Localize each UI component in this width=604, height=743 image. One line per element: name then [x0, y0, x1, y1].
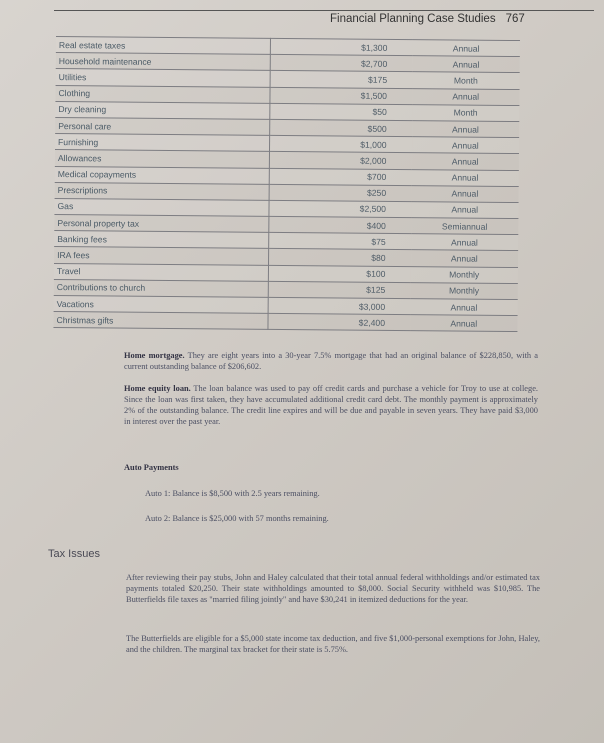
- expense-label: IRA fees: [54, 247, 269, 265]
- running-header: [330, 13, 525, 25]
- expense-amount: $250: [269, 184, 411, 201]
- expense-label: Medical copayments: [55, 166, 270, 184]
- mortgage-text: They are eight years into a 30-year 7.5% mortgage that had an original balance of $228,850, with a current outstanding balance of $206,602.: [124, 351, 538, 371]
- expense-amount: $2,700: [270, 55, 412, 72]
- expense-frequency: Annual: [411, 201, 519, 218]
- expense-label: Allowances: [55, 150, 270, 168]
- expense-amount: $75: [269, 233, 411, 250]
- expense-amount: $1,000: [269, 135, 411, 152]
- expense-amount: $175: [270, 71, 412, 88]
- expense-label: Christmas gifts: [53, 312, 268, 330]
- expense-label: Household maintenance: [56, 53, 271, 71]
- auto-heading-text: Auto Payments: [124, 463, 179, 472]
- expense-amount: $100: [268, 265, 410, 282]
- expense-amount: $1,500: [270, 87, 412, 104]
- tax-issues-heading: Tax Issues: [48, 548, 100, 560]
- page-number: 767: [505, 13, 525, 25]
- expense-table: [53, 36, 520, 332]
- expense-label: Personal care: [55, 117, 270, 135]
- expense-label: Clothing: [55, 85, 270, 103]
- auto2-line: Auto 2: Balance is $25,000 with 57 months remaining.: [145, 514, 329, 523]
- expense-amount: $2,500: [269, 200, 411, 217]
- expense-label: Real estate taxes: [56, 36, 271, 54]
- table-row: [53, 312, 517, 332]
- expense-amount: $50: [270, 103, 412, 120]
- auto-heading: [124, 462, 538, 473]
- equity-heading: Home equity loan.: [124, 384, 191, 393]
- expense-frequency: Annual: [411, 185, 519, 202]
- tax-paragraph-2: The Butterfields are eligible for a $5,000 state income tax deduction, and five $1,000-personal exemptions for John, Haley, and the children. The marginal tax bracket for their state is 5.75%.: [126, 634, 540, 654]
- equity-paragraph: [124, 383, 538, 427]
- running-title: Financial Planning Case Studies: [330, 13, 496, 25]
- expense-frequency: Month: [412, 72, 520, 89]
- expense-label: Gas: [54, 198, 269, 216]
- expense-label: Contributions to church: [54, 279, 269, 297]
- expense-frequency: Annual: [412, 40, 520, 57]
- expense-frequency: Annual: [412, 56, 520, 73]
- expense-label: Dry cleaning: [55, 101, 270, 119]
- expense-label: Travel: [54, 263, 269, 281]
- mortgage-heading: Home mortgage.: [124, 351, 185, 360]
- expense-amount: $400: [269, 216, 411, 233]
- expense-amount: $500: [270, 119, 412, 136]
- expense-frequency: Annual: [412, 121, 520, 138]
- expense-frequency: Annual: [411, 153, 519, 170]
- expense-frequency: Annual: [411, 137, 519, 154]
- expense-frequency: Monthly: [410, 266, 518, 283]
- auto1-line: Auto 1: Balance is $8,500 with 2.5 years remaining.: [145, 489, 320, 498]
- header-rule: [54, 10, 594, 11]
- expense-amount: $80: [268, 249, 410, 266]
- expense-label: Prescriptions: [55, 182, 270, 200]
- expense-frequency: Semiannual: [411, 218, 519, 235]
- tax-paragraph-1: After reviewing their pay stubs, John and Haley calculated that their total annual federal withholdings and/or estimated tax payments totaled $20,250. Their state withholdings amounted to $8,000. Social Security withheld was $10,985. The Butterfields file taxes as "married filing jointly" and have $30,241 in itemized deductions for the year.: [126, 573, 540, 604]
- expense-frequency: Annual: [410, 315, 518, 332]
- mortgage-paragraph: [124, 350, 538, 372]
- expense-amount: $2,400: [268, 314, 410, 331]
- expense-frequency: Annual: [412, 88, 520, 105]
- expense-amount: $3,000: [268, 297, 410, 314]
- expense-frequency: Annual: [410, 299, 518, 316]
- expense-frequency: Annual: [411, 250, 519, 267]
- expense-label: Furnishing: [55, 134, 270, 152]
- expense-amount: $125: [268, 281, 410, 298]
- expense-label: Personal property tax: [54, 215, 269, 233]
- expense-frequency: Annual: [411, 234, 519, 251]
- expense-label: Banking fees: [54, 231, 269, 249]
- expense-frequency: Monthly: [410, 282, 518, 299]
- expense-label: Vacations: [54, 295, 269, 313]
- expense-amount: $700: [269, 168, 411, 185]
- equity-text: The loan balance was used to pay off credit cards and purchase a vehicle for Troy to use at college. Since the loan was first taken, they have accumulated additional credit card debt. The monthly payment is approximately 2% of the outstanding balance. The credit line expires and will be due and payable in seven years. They have paid $3,000 in interest over the past year.: [124, 384, 538, 426]
- expense-frequency: Month: [412, 104, 520, 121]
- expense-amount: $2,000: [269, 152, 411, 169]
- expense-amount: $1,300: [270, 38, 412, 55]
- expense-label: Utilities: [56, 69, 271, 87]
- expense-frequency: Annual: [411, 169, 519, 186]
